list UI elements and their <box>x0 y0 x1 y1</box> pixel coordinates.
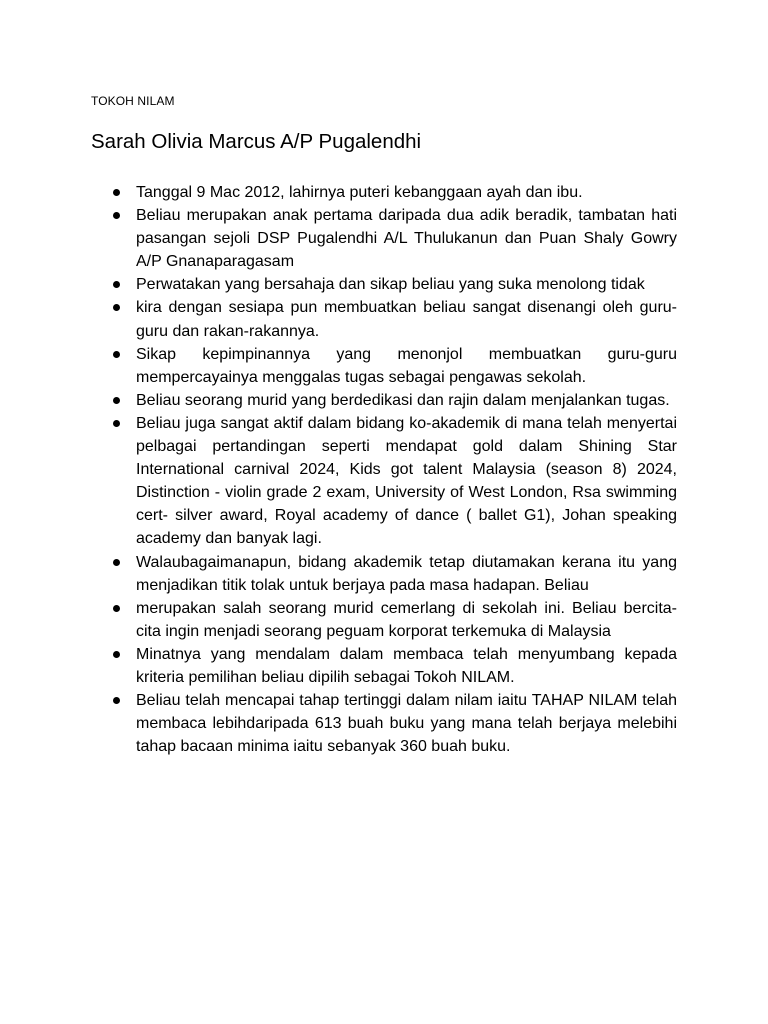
bullet-icon <box>113 397 120 404</box>
list-item-text: Tanggal 9 Mac 2012, lahirnya puteri kebanggaan ayah dan ibu. <box>136 184 583 201</box>
bullet-icon <box>113 304 120 311</box>
list-item <box>136 551 677 597</box>
list-item-text: Beliau merupakan anak pertama daripada dua adik beradik, tambatan hati pasangan sejoli DSP Pugalendhi A/L Thulukanun dan Puan Shaly Gowry A/P Gnanaparagasam <box>136 207 677 271</box>
list-item <box>136 204 677 273</box>
bullet-icon <box>113 605 120 612</box>
bullet-icon <box>113 559 120 566</box>
list-item-text: Minatnya yang mendalam dalam membaca telah menyumbang kepada kriteria pemilihan beliau dipilih sebagai Tokoh NILAM. <box>136 645 677 686</box>
list-item-text: Walaubagaimanapun, bidang akademik tetap diutamakan kerana itu yang menjadikan titik tolak untuk berjaya pada masa hadapan. Beliau <box>136 553 677 594</box>
list-item-text: Sikap kepimpinannya yang menonjol membuatkan guru-guru mempercayainya menggalas tugas sebagai pengawas sekolah. <box>136 345 677 386</box>
bullet-icon <box>113 351 120 358</box>
bullet-list <box>136 181 677 758</box>
list-item <box>136 643 677 689</box>
bullet-icon <box>113 651 120 658</box>
list-item <box>136 597 677 643</box>
bullet-icon <box>113 212 120 219</box>
list-item-text: merupakan salah seorang murid cemerlang di sekolah ini. Beliau bercita-cita ingin menjadi seorang peguam korporat terkemuka di Malaysia <box>136 599 677 640</box>
list-item-text: Beliau telah mencapai tahap tertinggi dalam nilam iaitu TAHAP NILAM telah membaca lebihdaripada 613 buah buku yang mana telah berjaya melebihi tahap bacaan minima iaitu sebanyak 360 buah buku. <box>136 692 677 756</box>
list-item-text: kira dengan sesiapa pun membuatkan beliau sangat disenangi oleh guru-guru dan rakan-rakannya. <box>136 299 677 340</box>
document-label: TOKOH NILAM <box>91 94 175 108</box>
list-item <box>136 343 677 389</box>
list-item <box>136 273 677 296</box>
bullet-icon <box>113 189 120 196</box>
list-item <box>136 296 677 342</box>
list-item-text: Perwatakan yang bersahaja dan sikap beliau yang suka menolong tidak <box>136 276 645 294</box>
list-item <box>136 389 677 412</box>
bullet-icon <box>113 420 120 427</box>
list-item <box>136 412 677 551</box>
bullet-icon <box>113 281 120 288</box>
list-item <box>136 181 677 204</box>
document-title: Sarah Olivia Marcus A/P Pugalendhi <box>91 130 422 153</box>
list-item-text: Beliau juga sangat aktif dalam bidang ko-akademik di mana telah menyertai pelbagai pertandingan seperti mendapat gold dalam Shining Star International carnival 2024, Kids got talent Malaysia (season 8) 2024, Distinction - violin grade 2 exam, University of West London, Rsa swimming cert- silver award, Royal academy of dance ( ballet G1), Johan speaking academy dan banyak lagi. <box>136 414 677 548</box>
bullet-icon <box>113 697 120 704</box>
list-item <box>136 689 677 758</box>
list-item-text: Beliau seorang murid yang berdedikasi dan rajin dalam menjalankan tugas. <box>136 391 670 409</box>
